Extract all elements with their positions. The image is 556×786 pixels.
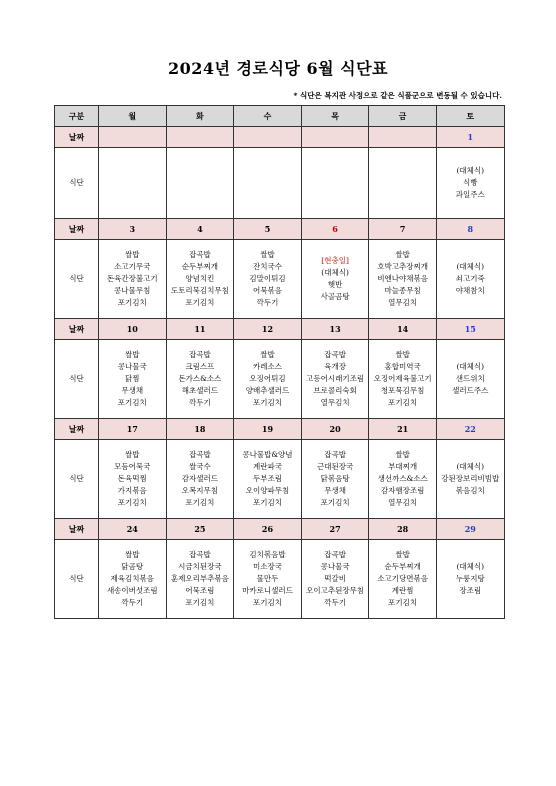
date-cell: 7 xyxy=(369,219,437,240)
menu-item: 포기김치 xyxy=(320,498,350,507)
menu-item: 오복지무침 xyxy=(181,486,218,495)
menu-item: 김치볶음밥 xyxy=(249,550,286,559)
menu-item: 크림스프 xyxy=(185,362,215,371)
menu-item: 누룽지탕 xyxy=(455,574,485,583)
meal-row xyxy=(55,540,505,619)
menu-item: 모듬어묵국 xyxy=(114,462,151,471)
meal-cell xyxy=(301,148,369,219)
menu-item: 오이고추된장무침 xyxy=(306,586,365,595)
menu-item: 강된장보리비빔밥 xyxy=(441,474,500,483)
date-cell: 13 xyxy=(301,319,369,340)
date-row xyxy=(55,219,505,240)
meal-cell xyxy=(234,540,302,619)
menu-item: 쌀밥 xyxy=(125,550,140,559)
menu-item: 샌드위치 xyxy=(455,374,485,383)
menu-item: 쌀밥 xyxy=(395,350,410,359)
meal-cell xyxy=(436,540,504,619)
menu-item: 어묵조림 xyxy=(185,586,215,595)
menu-item: 양배추샐러드 xyxy=(245,386,290,395)
menu-item: 열무김치 xyxy=(388,498,418,507)
menu-item: 포기김치 xyxy=(252,498,282,507)
menu-item: 무생채 xyxy=(121,386,144,395)
date-cell: 11 xyxy=(166,319,234,340)
meal-cell xyxy=(234,148,302,219)
menu-item: 마카로니샐러드 xyxy=(242,586,293,595)
menu-item: 콩나물국 xyxy=(320,562,350,571)
date-cell: 12 xyxy=(234,319,302,340)
meal-cell xyxy=(369,540,437,619)
menu-item: 샐러드주스 xyxy=(452,386,489,395)
menu-item: 떡갈비 xyxy=(324,574,346,583)
menu-item: 포기김치 xyxy=(252,398,282,407)
date-row-label: 날짜 xyxy=(55,419,99,440)
menu-item: 고등어시래기조림 xyxy=(306,374,365,383)
menu-item: 호박고추장찌개 xyxy=(377,262,429,271)
date-cell xyxy=(99,127,167,148)
date-cell: 1 xyxy=(436,127,504,148)
date-cell: 26 xyxy=(234,519,302,540)
meal-row-label: 식단 xyxy=(55,540,99,619)
menu-item: 돈가스&소스 xyxy=(178,374,222,383)
menu-item: 포기김치 xyxy=(185,598,215,607)
menu-item: 깍두기 xyxy=(256,298,279,307)
meal-cell xyxy=(166,340,234,419)
menu-item: 오징어튀김 xyxy=(249,374,286,383)
date-cell: 17 xyxy=(99,419,167,440)
menu-item: 두부조림 xyxy=(252,474,282,483)
menu-item: 소고기당면볶음 xyxy=(377,574,429,583)
column-header: 구분 xyxy=(55,106,99,127)
date-cell: 6 xyxy=(301,219,369,240)
menu-item: 훈제오리부추볶음 xyxy=(170,574,229,583)
menu-item: 돈육간장불고기 xyxy=(106,274,158,283)
menu-item: 잡곡밥 xyxy=(189,250,211,259)
menu-item: 볶음김치 xyxy=(455,486,485,495)
column-header: 목 xyxy=(301,106,369,127)
menu-item: 쌀국수 xyxy=(189,462,211,471)
menu-item: 소고기무국 xyxy=(114,262,151,271)
meal-cell xyxy=(436,148,504,219)
date-cell: 27 xyxy=(301,519,369,540)
menu-item: 도토리묵김치무침 xyxy=(170,286,229,295)
meal-cell xyxy=(436,240,504,319)
menu-item: 쌀밥 xyxy=(125,250,140,259)
meal-cell xyxy=(234,340,302,419)
date-cell: 19 xyxy=(234,419,302,440)
menu-item: 브로콜리숙회 xyxy=(313,386,357,395)
menu-table xyxy=(54,105,505,619)
menu-item: 잡곡밥 xyxy=(189,450,211,459)
menu-item: (대체식) xyxy=(321,268,349,277)
menu-item: 잡곡밥 xyxy=(324,350,346,359)
meal-cell xyxy=(166,148,234,219)
menu-item: 돈육떡찜 xyxy=(117,474,147,483)
menu-item: 콩나물국 xyxy=(117,362,147,371)
menu-item: 청포묵김무침 xyxy=(380,386,425,395)
menu-item: 식빵 xyxy=(463,178,478,187)
date-row-label: 날짜 xyxy=(55,519,99,540)
menu-item: 순두부찌개 xyxy=(181,262,218,271)
menu-item: 포기김치 xyxy=(117,498,147,507)
meal-cell xyxy=(166,240,234,319)
menu-item: 어묵볶음 xyxy=(252,286,282,295)
menu-item: 열무김치 xyxy=(320,398,350,407)
menu-item: 쌀밥 xyxy=(395,250,410,259)
date-cell: 22 xyxy=(436,419,504,440)
menu-item: (대체식) xyxy=(456,262,485,271)
date-row xyxy=(55,519,505,540)
meal-row xyxy=(55,440,505,519)
menu-item: (대체식) xyxy=(456,562,485,571)
meal-cell xyxy=(234,240,302,319)
menu-item: 사골곰탕 xyxy=(320,292,350,301)
page-title: 2024년 경로식당 6월 식단표 xyxy=(168,59,388,78)
menu-item: 포기김치 xyxy=(252,598,282,607)
date-cell xyxy=(369,127,437,148)
meal-row xyxy=(55,240,505,319)
date-cell: 21 xyxy=(369,419,437,440)
meal-row-label: 식단 xyxy=(55,240,99,319)
menu-item: 쌀밥 xyxy=(260,250,275,259)
menu-item: 제육김치볶음 xyxy=(110,574,155,583)
column-header: 금 xyxy=(369,106,437,127)
menu-item: 카레소스 xyxy=(252,362,282,371)
menu-item: 포기김치 xyxy=(117,398,147,407)
date-cell: 15 xyxy=(436,319,504,340)
meal-cell xyxy=(99,440,167,519)
menu-item: 열무김치 xyxy=(388,298,418,307)
meal-row-label: 식단 xyxy=(55,340,99,419)
menu-item: 장조림 xyxy=(459,586,482,595)
menu-item: 잡곡밥 xyxy=(189,550,211,559)
meal-cell xyxy=(301,540,369,619)
meal-cell xyxy=(369,340,437,419)
menu-item: 쌀밥 xyxy=(260,350,275,359)
menu-item: 쇠고기죽 xyxy=(455,274,485,283)
menu-item: 감자샐러드 xyxy=(181,474,218,483)
menu-item: 부대찌개 xyxy=(388,462,418,471)
menu-item: 새송이버섯조림 xyxy=(106,586,158,595)
date-row-label: 날짜 xyxy=(55,319,99,340)
column-header: 월 xyxy=(99,106,167,127)
menu-item: 비엔나야채볶음 xyxy=(377,274,429,283)
menu-item: 육개장 xyxy=(324,362,346,371)
meal-cell xyxy=(99,240,167,319)
menu-item: 계란파국 xyxy=(252,462,282,471)
menu-item: 감자햄장조림 xyxy=(380,486,425,495)
date-row-label: 날짜 xyxy=(55,219,99,240)
menu-item: 생선까스&소스 xyxy=(377,474,428,483)
date-cell xyxy=(166,127,234,148)
date-cell: 5 xyxy=(234,219,302,240)
menu-item: 해초샐러드 xyxy=(181,386,218,395)
menu-item: 과일주스 xyxy=(455,190,485,199)
menu-item: 깍두기 xyxy=(324,598,346,607)
date-cell: 25 xyxy=(166,519,234,540)
meal-cell xyxy=(369,240,437,319)
date-row-label: 날짜 xyxy=(55,127,99,148)
menu-item: 닭곰탕 xyxy=(121,562,144,571)
menu-item: 무생채 xyxy=(324,486,346,495)
date-cell: 3 xyxy=(99,219,167,240)
menu-item: 포기김치 xyxy=(388,598,418,607)
meal-cell xyxy=(301,440,369,519)
menu-item: 계란찜 xyxy=(391,586,414,595)
column-header: 화 xyxy=(166,106,234,127)
date-cell: 18 xyxy=(166,419,234,440)
menu-item: 포기김치 xyxy=(185,298,215,307)
date-cell: 28 xyxy=(369,519,437,540)
meal-cell xyxy=(99,148,167,219)
meal-cell xyxy=(166,440,234,519)
date-row xyxy=(55,319,505,340)
menu-item: 깍두기 xyxy=(121,598,144,607)
meal-cell xyxy=(301,240,369,319)
meal-cell xyxy=(234,440,302,519)
date-cell: 20 xyxy=(301,419,369,440)
menu-item: 시금치된장국 xyxy=(178,562,222,571)
date-cell: 10 xyxy=(99,319,167,340)
date-row xyxy=(55,127,505,148)
menu-item: 깍두기 xyxy=(189,398,211,407)
date-cell: 4 xyxy=(166,219,234,240)
menu-item: (대체식) xyxy=(456,166,485,175)
menu-item: (대체식) xyxy=(456,462,485,471)
menu-item: 오이양파무침 xyxy=(245,486,290,495)
menu-item: 순두부찌개 xyxy=(384,562,421,571)
menu-item: 쌀밥 xyxy=(125,350,140,359)
menu-item: 잡곡밥 xyxy=(324,450,346,459)
meal-cell xyxy=(369,148,437,219)
column-header: 토 xyxy=(436,106,504,127)
menu-item: 쌀밥 xyxy=(125,450,140,459)
meal-cell xyxy=(301,340,369,419)
column-header: 수 xyxy=(234,106,302,127)
menu-item: 쌀밥 xyxy=(395,550,410,559)
meal-cell xyxy=(99,340,167,419)
menu-item: 미소장국 xyxy=(252,562,282,571)
date-row xyxy=(55,419,505,440)
date-cell: 14 xyxy=(369,319,437,340)
menu-item: 햇반 xyxy=(327,280,343,289)
menu-item: (대체식) xyxy=(456,362,485,371)
menu-item: 콩나물밥&양념 xyxy=(242,450,293,459)
menu-item: 가지볶음 xyxy=(117,486,147,495)
menu-item: 야채참치 xyxy=(455,286,485,295)
menu-item: 근대된장국 xyxy=(316,462,354,471)
menu-item: 포기김치 xyxy=(388,398,418,407)
menu-item: 오징어제육불고기 xyxy=(373,374,432,383)
menu-item: 쌀밥 xyxy=(395,450,410,459)
menu-item: 닭찜 xyxy=(125,374,140,383)
meal-row-label: 식단 xyxy=(55,148,99,219)
menu-item: 마늘종무침 xyxy=(384,286,421,295)
meal-cell xyxy=(436,440,504,519)
meal-cell xyxy=(369,440,437,519)
menu-notice: * 식단은 복지관 사정으로 같은 식품군으로 변동될 수 있습니다. xyxy=(293,91,502,100)
menu-item: 포기김치 xyxy=(185,498,215,507)
menu-item: 콩나물무침 xyxy=(114,286,151,295)
header-row xyxy=(55,106,505,127)
meal-cell xyxy=(166,540,234,619)
meal-row-label: 식단 xyxy=(55,440,99,519)
meal-row xyxy=(55,340,505,419)
menu-item: 물만두 xyxy=(256,574,279,583)
meal-cell xyxy=(99,540,167,619)
date-cell: 8 xyxy=(436,219,504,240)
menu-item: 잡곡밥 xyxy=(189,350,211,359)
date-cell xyxy=(301,127,369,148)
menu-item: [현충일] xyxy=(321,256,349,265)
menu-item: 포기김치 xyxy=(117,298,147,307)
menu-item: 양념치킨 xyxy=(185,274,215,283)
date-cell xyxy=(234,127,302,148)
date-cell: 24 xyxy=(99,519,167,540)
menu-item: 잔치국수 xyxy=(252,262,282,271)
menu-item: 닭볶음탕 xyxy=(320,474,350,483)
date-cell: 29 xyxy=(436,519,504,540)
menu-item: 홍합미역국 xyxy=(384,362,421,371)
meal-cell xyxy=(436,340,504,419)
menu-item: 김말이튀김 xyxy=(249,274,286,283)
meal-row xyxy=(55,148,505,219)
menu-item: 잡곡밥 xyxy=(324,550,346,559)
